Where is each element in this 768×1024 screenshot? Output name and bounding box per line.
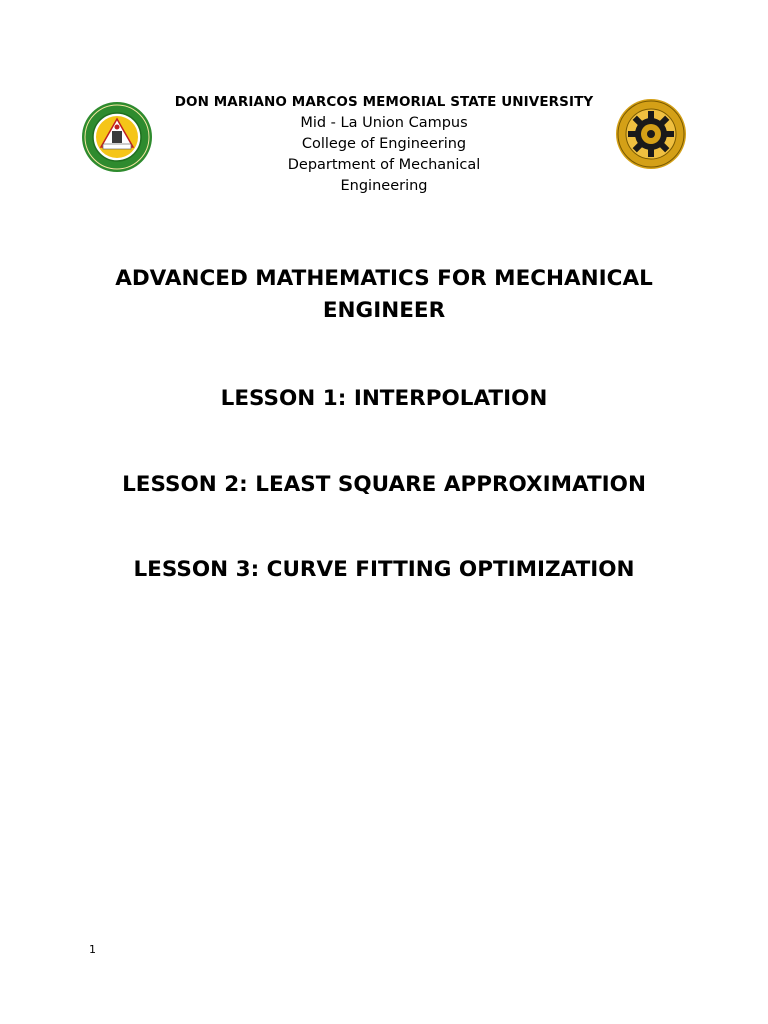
college-name: College of Engineering	[301, 136, 467, 152]
document-title	[0, 263, 768, 327]
lesson-3-heading: LESSON 3: CURVE FITTING OPTIMIZATION	[133, 557, 635, 582]
department-name: Department of Mechanical Engineering	[287, 157, 481, 194]
document-header	[0, 92, 768, 197]
university-name: DON MARIANO MARCOS MEMORIAL STATE UNIVERSITY	[174, 94, 594, 110]
title-text: ADVANCED MATHEMATICS FOR MECHANICAL ENGINEER	[115, 266, 653, 323]
lesson-2-heading: LESSON 2: LEAST SQUARE APPROXIMATION	[122, 472, 646, 497]
page-number: 1	[89, 943, 96, 956]
lesson-1-heading: LESSON 1: INTERPOLATION	[220, 386, 548, 411]
campus-name: Mid - La Union Campus	[300, 115, 468, 131]
